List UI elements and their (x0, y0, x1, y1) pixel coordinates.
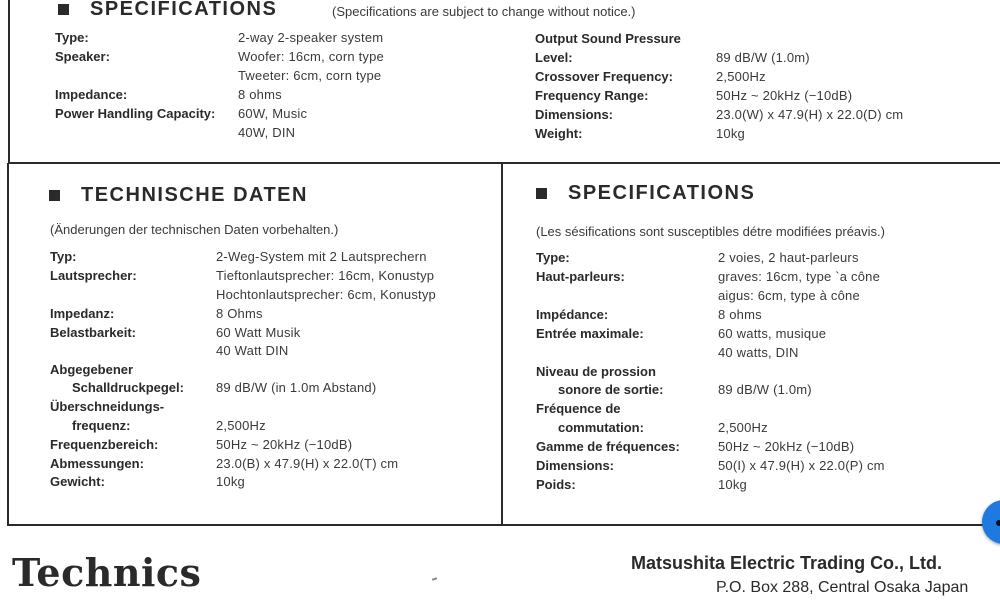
fr-value: 60 watts, musique (718, 326, 827, 341)
de-value: 50Hz ~ 20kHz (−10dB) (216, 437, 353, 452)
de-label: frequenz: (72, 418, 131, 433)
de-section-title: TECHNISCHE DATEN (81, 184, 308, 206)
de-label: Abmessungen: (50, 456, 144, 471)
de-label: Frequenzbereich: (50, 437, 159, 452)
fr-section-title: SPECIFICATIONS (568, 182, 756, 204)
de-label: Impedanz: (50, 306, 115, 321)
de-value: 60 Watt Musik (216, 325, 301, 340)
fr-label: Impédance: (536, 307, 609, 322)
de-value: Hochtonlautsprecher: 6cm, Konustyp (216, 287, 436, 302)
bullet-square (536, 188, 547, 199)
en-value: 2,500Hz (716, 69, 766, 84)
fr-label: Dimensions: (536, 458, 615, 473)
fr-label: Type: (536, 250, 570, 265)
fr-label: Haut-parleurs: (536, 269, 625, 284)
fr-value: 2 voies, 2 haut-parleurs (718, 250, 859, 265)
en-label: Power Handling Capacity: (55, 106, 216, 121)
en-label: Frequency Range: (535, 88, 649, 103)
frame-hline-top (8, 162, 1000, 164)
fab-dot-icon (996, 520, 1000, 526)
fr-label: Fréquence de (536, 401, 621, 416)
de-label: Abgegebener (50, 362, 134, 377)
fr-label: Entrée maximale: (536, 326, 644, 341)
fr-section-note: (Les sésifications sont susceptibles détre modifiées préavis.) (536, 224, 885, 239)
de-value: 40 Watt DIN (216, 343, 289, 358)
de-label: Gewicht: (50, 474, 105, 489)
de-value: 10kg (216, 474, 245, 489)
en-label: Output Sound Pressure (535, 31, 681, 46)
en-value: Tweeter: 6cm, corn type (238, 68, 382, 83)
frame-left-top (8, 0, 10, 163)
fr-label: Poids: (536, 477, 576, 492)
en-value: Woofer: 16cm, corn type (238, 49, 384, 64)
fr-value: 2,500Hz (718, 420, 768, 435)
fr-value: 89 dB/W (1.0m) (718, 382, 812, 397)
fr-label: Niveau de prossion (536, 364, 656, 379)
en-label: Level: (535, 50, 573, 65)
de-value: 23.0(B) x 47.9(H) x 22.0(T) cm (216, 456, 399, 471)
frame-divider (501, 163, 503, 525)
frame-hline-bottom (7, 524, 1000, 526)
bullet-square (49, 190, 60, 201)
fr-value: 50(I) x 47.9(H) x 22.0(P) cm (718, 458, 885, 473)
en-value: 2-way 2-speaker system (238, 30, 384, 45)
en-value: 40W, DIN (238, 125, 296, 140)
en-section-note: (Specifications are subject to change without notice.) (332, 4, 636, 19)
de-section-note: (Änderungen der technischen Daten vorbehalten.) (50, 222, 339, 237)
de-value: 2-Weg-System mit 2 Lautsprechern (216, 249, 427, 264)
en-value: 60W, Music (238, 106, 308, 121)
de-label: Lautsprecher: (50, 268, 137, 283)
frame-left-bottom (7, 163, 9, 525)
en-value: 23.0(W) x 47.9(H) x 22.0(D) cm (716, 107, 904, 122)
fr-value: 40 watts, DIN (718, 345, 799, 360)
fr-label: Gamme de fréquences: (536, 439, 680, 454)
company-name: Matsushita Electric Trading Co., Ltd. (631, 553, 943, 573)
fr-value: 8 ohms (718, 307, 762, 322)
de-value: 8 Ohms (216, 306, 263, 321)
en-value: 50Hz ~ 20kHz (−10dB) (716, 88, 853, 103)
en-value: 8 ohms (238, 87, 282, 102)
de-label: Überschneidungs- (50, 399, 165, 414)
en-label: Dimensions: (535, 107, 614, 122)
en-label: Speaker: (55, 49, 110, 64)
en-label: Crossover Frequency: (535, 69, 673, 84)
de-value: Tieftonlautsprecher: 16cm, Konustyp (216, 268, 435, 283)
brand-logo: Technics (12, 550, 202, 595)
de-label: Belastbarkeit: (50, 325, 136, 340)
de-label: Schalldruckpegel: (72, 380, 184, 395)
en-section-title: SPECIFICATIONS (90, 0, 278, 20)
company-address: P.O. Box 288, Central Osaka Japan (716, 579, 969, 596)
floating-action-button[interactable] (982, 500, 1000, 544)
en-label: Type: (55, 30, 89, 45)
en-value: 10kg (716, 126, 745, 141)
en-label: Impedance: (55, 87, 128, 102)
en-label: Weight: (535, 126, 583, 141)
fr-label: commutation: (558, 420, 644, 435)
fr-label: sonore de sortie: (558, 382, 664, 397)
fr-value: 50Hz ~ 20kHz (−10dB) (718, 439, 855, 454)
bullet-square (58, 4, 69, 15)
de-value: 89 dB/W (in 1.0m Abstand) (216, 380, 377, 395)
en-value: 89 dB/W (1.0m) (716, 50, 810, 65)
fr-value: 10kg (718, 477, 747, 492)
fr-value: aigus: 6cm, type à cône (718, 288, 860, 303)
fr-value: graves: 16cm, type `a cône (718, 269, 880, 284)
print-speck (432, 577, 437, 581)
de-label: Typ: (50, 249, 77, 264)
de-value: 2,500Hz (216, 418, 266, 433)
